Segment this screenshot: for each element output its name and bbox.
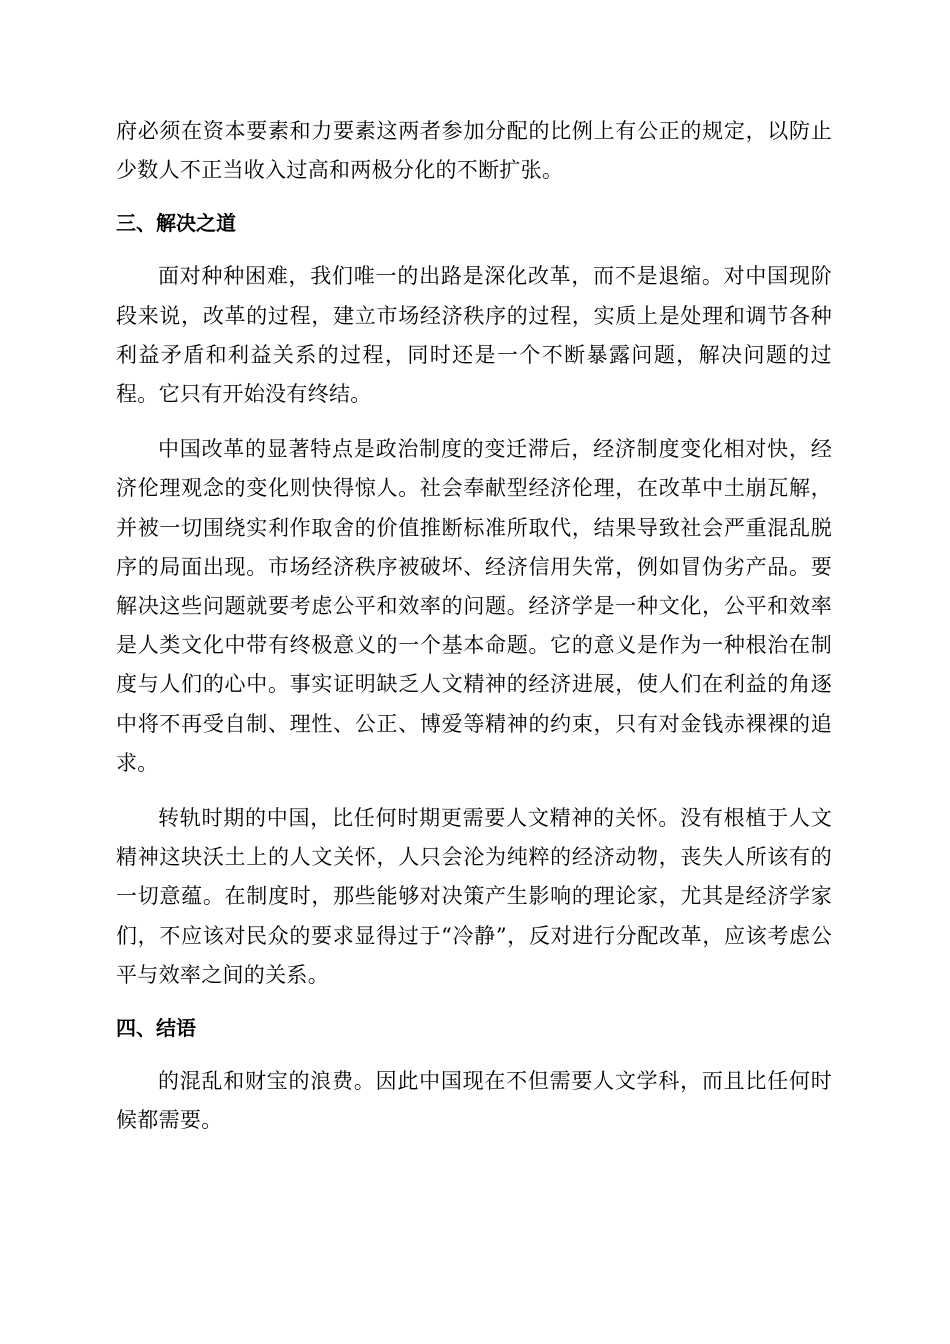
spacer	[116, 995, 832, 1009]
spacer	[116, 783, 832, 799]
section-heading-4: 四、结语	[116, 1016, 196, 1041]
document-page	[116, 112, 832, 1140]
paragraph-4: 的混乱和财宝的浪费。因此中国现在不但需要人文学科，而且比任何时候都需要。	[116, 1069, 832, 1133]
spacer	[116, 243, 832, 257]
paragraph-continuation: 府必须在资本要素和力要素这两者参加分配的比例上有公正的规定，以防止少数人不正当收入过高和两极分化的不断扩张。	[116, 119, 832, 183]
spacer	[116, 1048, 832, 1062]
paragraph-3: 转轨时期的中国，比任何时期更需要人文精神的关怀。没有根植于人文精神这块沃土上的人文关怀，人只会沦为纯粹的经济动物，丧失人所该有的一切意蕴。在制度时，那些能够对决策产生影响的理论家，尤其是经济学家们，不应该对民众的要求显得过于“冷静”，反对进行分配改革，应该考虑公平与效率之间的关系。	[116, 806, 832, 987]
paragraph-1: 面对种种困难，我们唯一的出路是深化改革，而不是退缩。对中国现阶段来说，改革的过程，建立市场经济秩序的过程，实质上是处理和调节各种利益矛盾和利益关系的过程，同时还是一个不断暴露问题，解决问题的过程。它只有开始没有终结。	[116, 264, 832, 407]
paragraph-2: 中国改革的显著特点是政治制度的变迁滞后，经济制度变化相对快，经济伦理观念的变化则快得惊人。社会奉献型经济伦理，在改革中土崩瓦解，并被一切围绕实利作取舍的价值推断标准所取代，结果导致社会严重混乱脱序的局面出现。市场经济秩序被破坏、经济信用失常，例如冒伪劣产品。要解决这些问题就要考虑公平和效率的问题。经济学是一种文化，公平和效率是人类文化中带有终极意义的一个基本命题。它的意义是作为一种根治在制度与人们的心中。事实证明缺乏人文精神的经济进展，使人们在利益的角逐中将不再受自制、理性、公正、博爱等精神的约束，只有对金钱赤裸裸的追求。	[116, 437, 832, 775]
spacer	[116, 414, 832, 430]
spacer	[116, 190, 832, 204]
section-heading-3: 三、解决之道	[116, 211, 236, 236]
